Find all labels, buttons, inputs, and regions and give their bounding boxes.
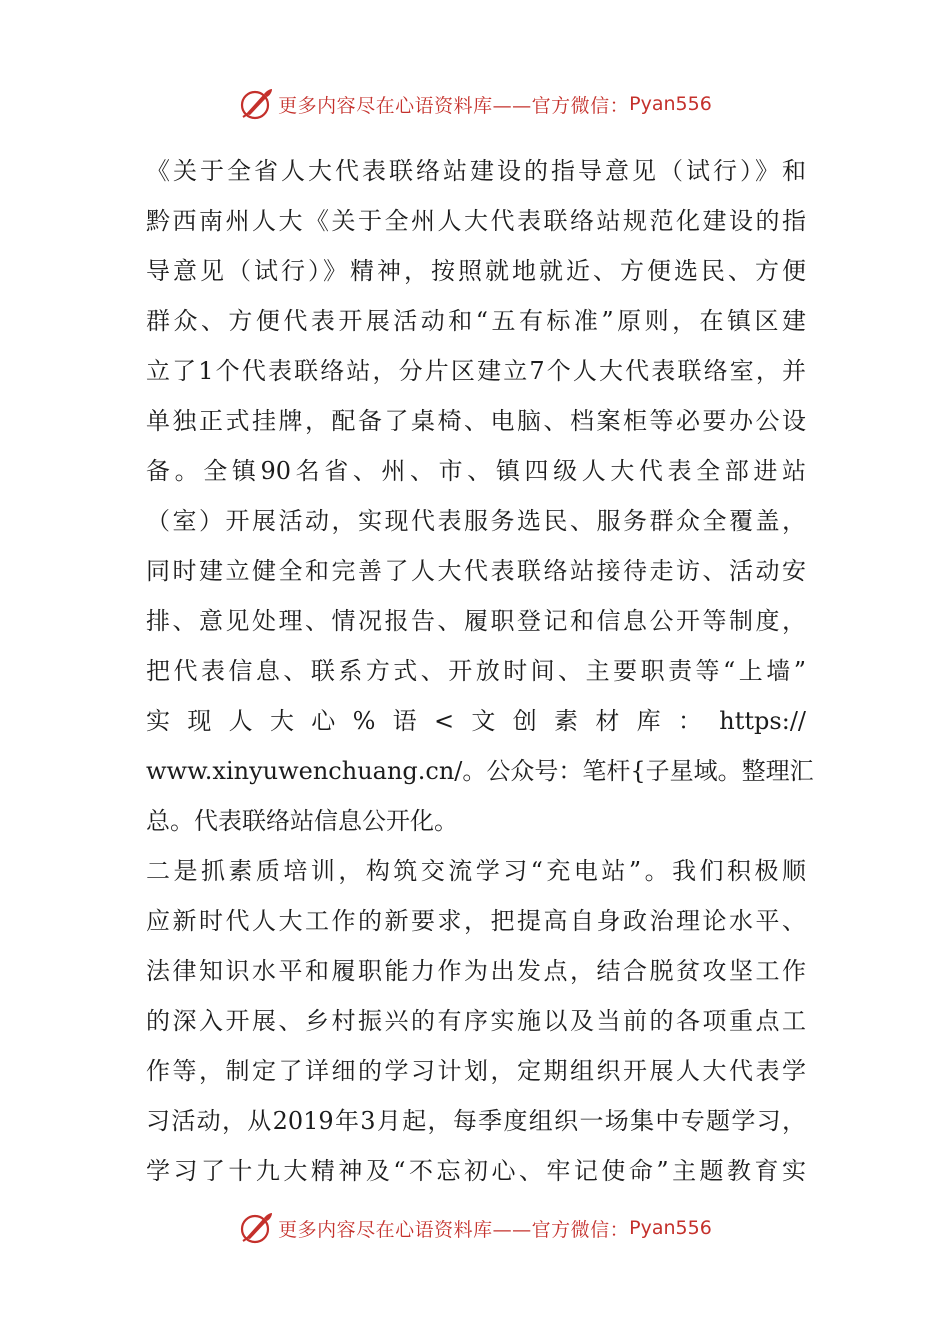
body-line: 导意见（试行）》精神，按照就地就近、方便选民、方便 (146, 257, 806, 285)
body-line: 单独正式挂牌，配备了桌椅、电脑、档案柜等必要办公设 (146, 407, 806, 435)
footer-wechat-handle: Pyan556 (629, 1217, 712, 1239)
body-line: 把代表信息、联系方式、开放时间、主要职责等“上墙” (146, 657, 806, 685)
body-line: 总。代表联络站信息公开化。 (146, 807, 458, 835)
footer-watermark (0, 1208, 950, 1248)
footer-brand-text: 更多内容尽在心语资料库——官方微信： (278, 1218, 630, 1241)
body-line: 作等，制定了详细的学习计划，定期组织开展人大代表学 (146, 1057, 806, 1085)
body-line: 学习了十九大精神及“不忘初心、牢记使命”主题教育实 (146, 1157, 806, 1185)
body-line: 法律知识水平和履职能力作为出发点，结合脱贫攻坚工作 (146, 957, 806, 985)
body-line: 排、意见处理、情况报告、履职登记和信息公开等制度， (146, 607, 806, 635)
body-line: 备。全镇90名省、州、市、镇四级人大代表全部进站 (146, 457, 806, 485)
document-body (146, 146, 814, 1196)
body-line: 《关于全省人大代表联络站建设的指导意见（试行）》和 (146, 157, 806, 185)
body-line: 群众、方便代表开展活动和“五有标准”原则，在镇区建 (146, 307, 806, 335)
header-wechat-handle: Pyan556 (629, 93, 712, 115)
body-line: 应新时代人大工作的新要求，把提高自身政治理论水平、 (146, 907, 806, 935)
body-line: 黔西南州人大《关于全州人大代表联络站规范化建设的指 (146, 207, 806, 235)
body-line: 同时建立健全和完善了人大代表联络站接待走访、活动安 (146, 557, 806, 585)
body-line: www.xinyuwenchuang.cn/。公众号：笔杆{子星域。整理汇 (146, 757, 814, 785)
header-brand-text: 更多内容尽在心语资料库——官方微信： (278, 94, 630, 117)
quill-logo-icon (238, 1210, 274, 1246)
body-line: 立了1个代表联络站，分片区建立7个人大代表联络室，并 (146, 357, 806, 385)
body-line: 实现人大心%语<文创素材库：https:// (146, 707, 806, 735)
header-watermark (0, 84, 950, 124)
body-line: 习活动，从2019年3月起，每季度组织一场集中专题学习， (146, 1107, 806, 1135)
body-line: （室）开展活动，实现代表服务选民、服务群众全覆盖， (146, 507, 806, 535)
body-line: 的深入开展、乡村振兴的有序实施以及当前的各项重点工 (146, 1007, 806, 1035)
body-line: 二是抓素质培训，构筑交流学习“充电站”。我们积极顺 (146, 857, 806, 885)
quill-logo-icon (238, 86, 274, 122)
